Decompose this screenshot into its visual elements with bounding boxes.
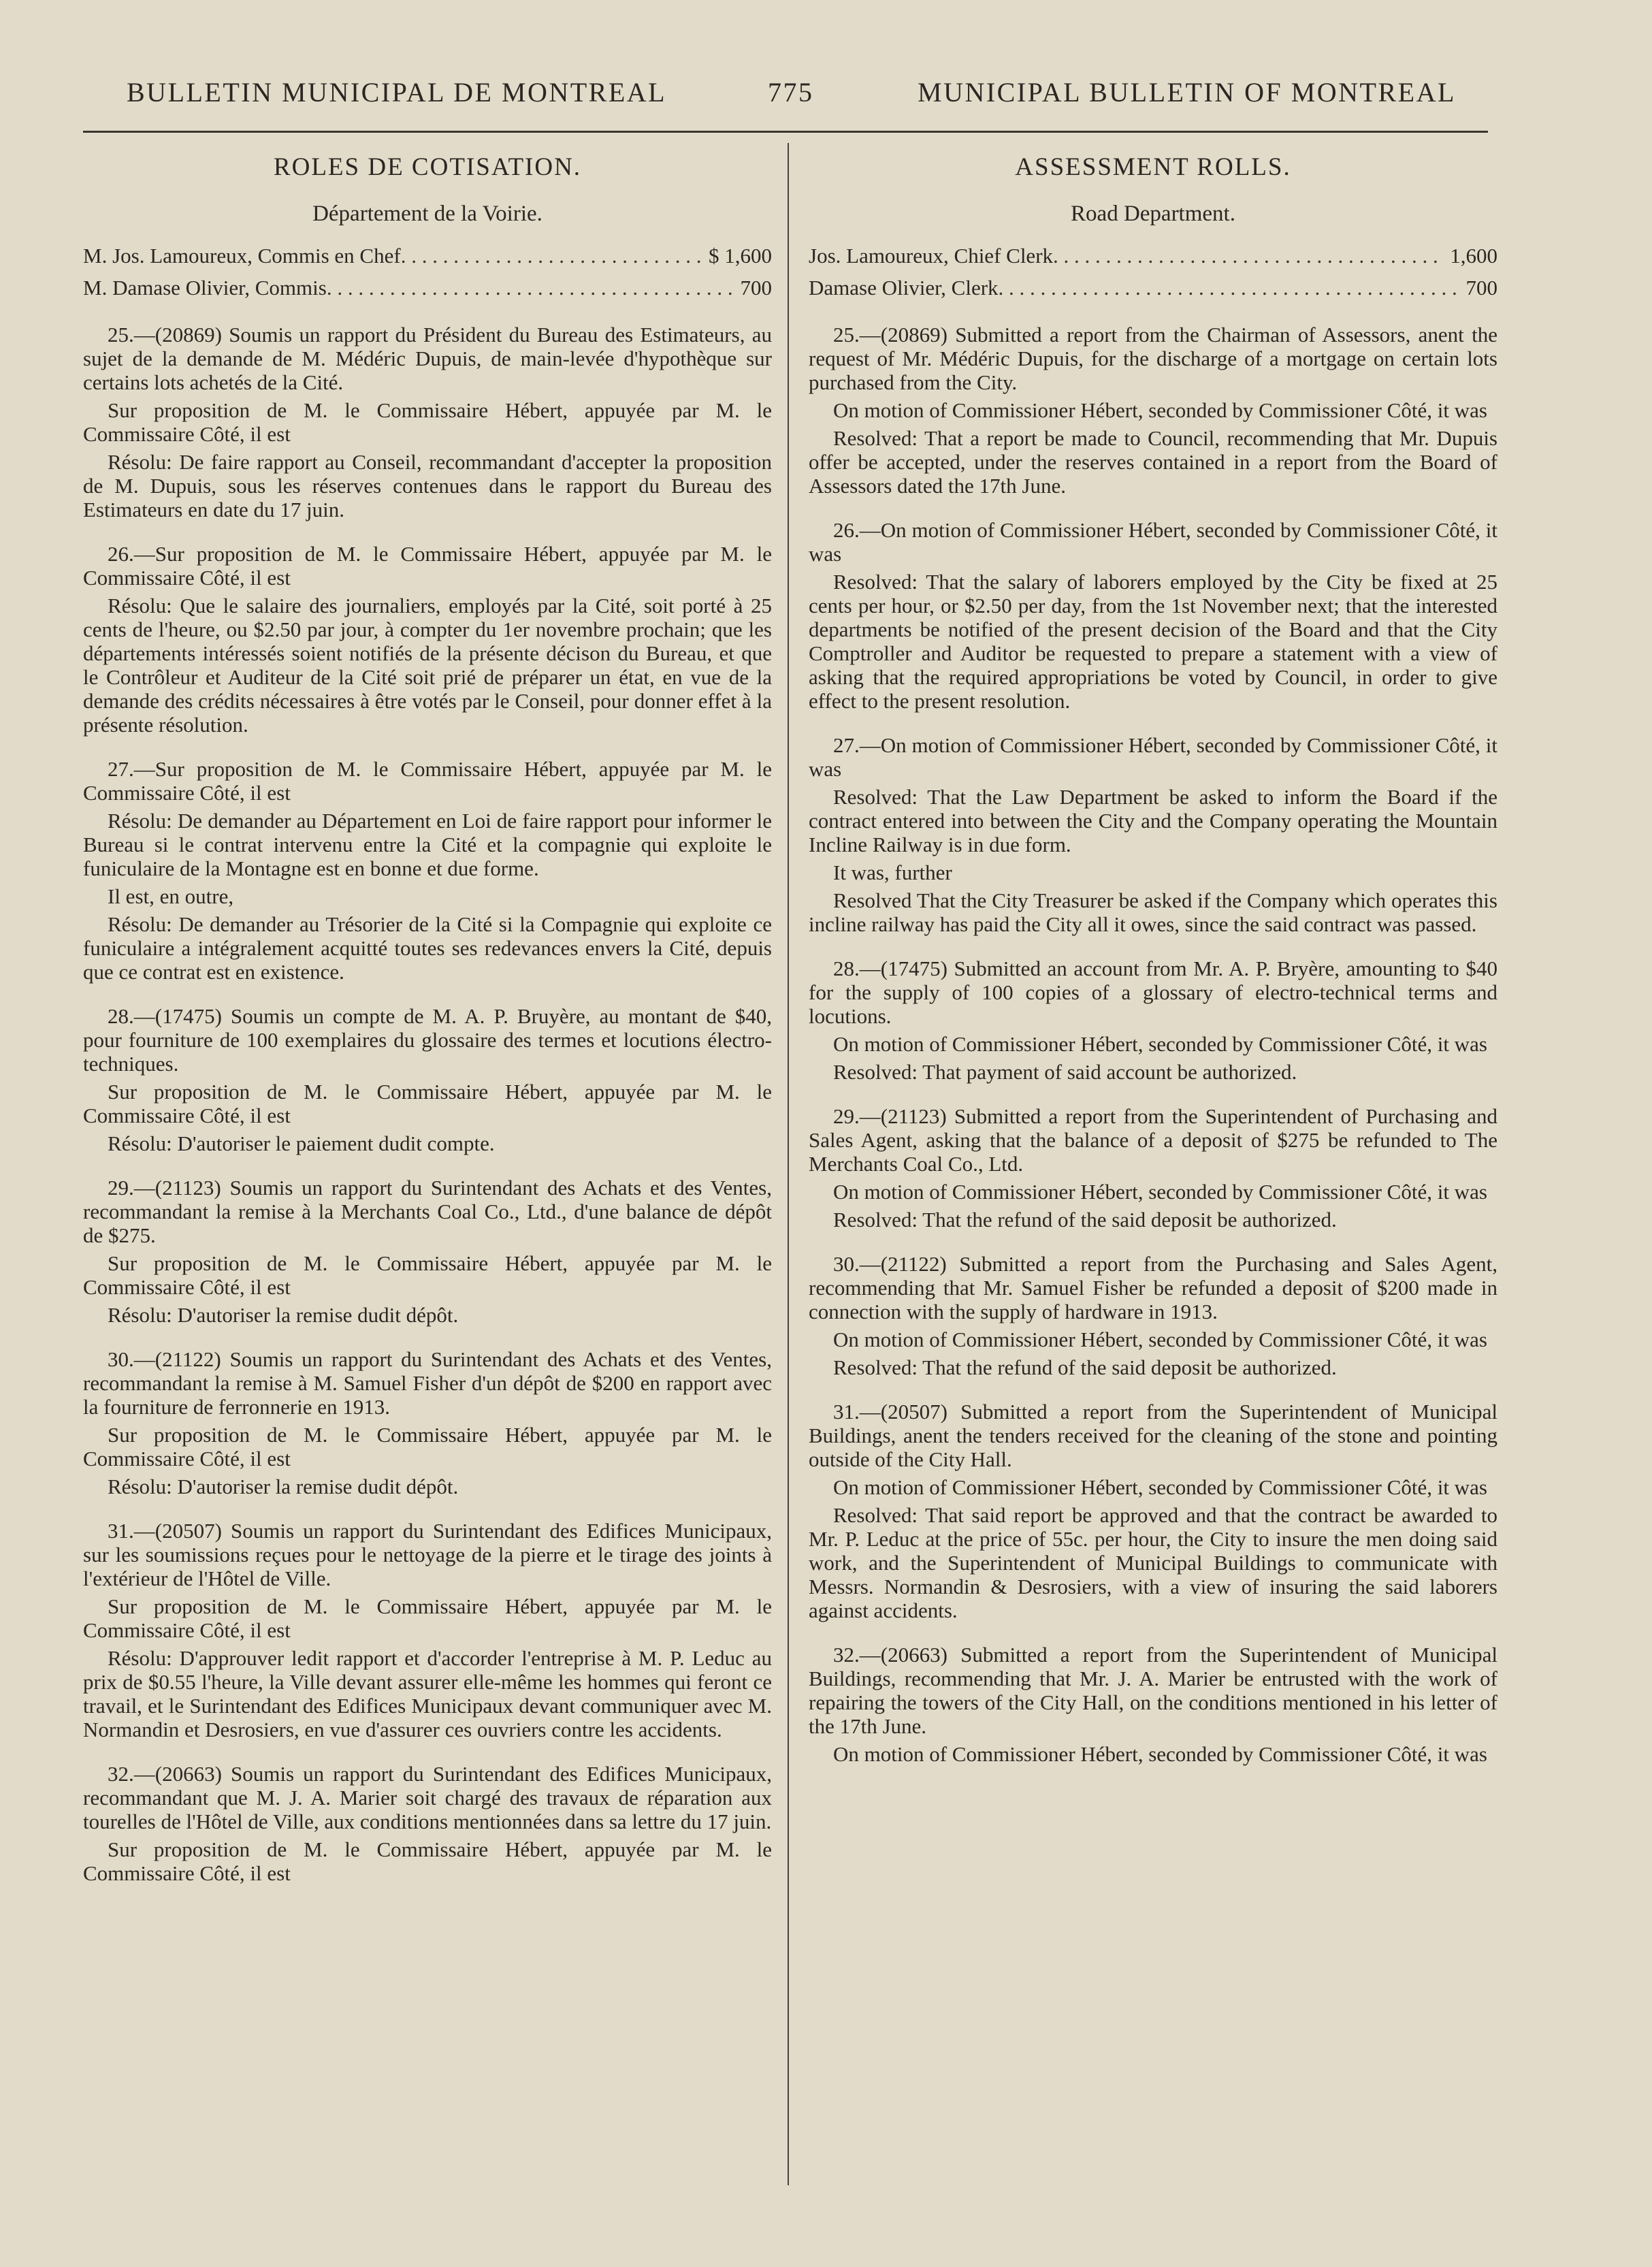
header-english-title: MUNICIPAL BULLETIN OF MONTREAL	[918, 77, 1456, 108]
resolution-item	[83, 1004, 772, 1155]
resolution-paragraph: Résolu: De faire rapport au Conseil, recommandant d'accepter la proposition de M. Dupuis, sous les réserves contenues dans le rapport du Bureau des Estimateurs en date du 17 juin.	[83, 450, 772, 521]
staff-name: M. Damase Olivier, Commis	[83, 276, 327, 300]
resolution-paragraph: Il est, en outre,	[108, 884, 234, 908]
resolution-paragraph: On motion of Commissioner Hébert, seconded by Commissioner Côté, it was	[833, 1328, 1487, 1351]
resolution-paragraph: Resolved: That the salary of laborers employed by the City be fixed at 25 cents per hour, or $2.50 per day, from the 1st November next; that the interested departments be notified of the present decision of the Board and that the City Comptroller and Auditor be requested to prepare a statement with a view of asking that the required appropriations be voted by Council, in order to give effect to the present resolution.	[809, 570, 1497, 713]
resolution-paragraph: Resolved That the City Treasurer be asked if the Company which operates this incline railway has paid the City all it owes, since the said contract was passed.	[809, 888, 1497, 936]
staff-name: Damase Olivier, Clerk	[809, 276, 999, 300]
resolution-item	[809, 323, 1497, 498]
french-column	[83, 155, 772, 1906]
page-number: 775	[768, 77, 814, 108]
french-resolutions	[83, 323, 772, 1885]
resolution-item	[83, 1762, 772, 1885]
staff-amount: $ 1,600	[709, 244, 772, 268]
english-column	[809, 155, 1497, 1786]
staff-amount: 700	[740, 276, 772, 300]
resolution-item	[83, 542, 772, 737]
resolution-item	[83, 1519, 772, 1741]
resolution-item	[83, 1347, 772, 1498]
resolution-heading: 32.—(20663) Submitted a report from the Superintendent of Municipal Buildings, recommending that Mr. J. A. Marier be entrusted with the work of repairing the towers of the City Hall, on the conditions mentioned in his letter of the 17th June.	[809, 1643, 1497, 1738]
resolution-paragraph: On motion of Commissioner Hébert, seconded by Commissioner Côté, it was	[833, 1742, 1487, 1766]
french-section-title: ROLES DE COTISATION.	[273, 153, 582, 181]
resolution-heading: 32.—(20663) Soumis un rapport du Surintendant des Edifices Municipaux, recommandant que M. J. A. Marier soit chargé des travaux de réparation aux tourelles de l'Hôtel de Ville, aux conditions mentionnées dans sa lettre du 17 juin.	[83, 1762, 772, 1833]
resolution-heading: 30.—(21122) Soumis un rapport du Surintendant des Achats et des Ventes, recommandant la remise à M. Samuel Fisher d'un dépôt de $200 en rapport avec la fourniture de ferronnerie en 1913.	[83, 1347, 772, 1419]
resolution-heading: 27.—Sur proposition de M. le Commissaire Hébert, appuyée par M. le Commissaire Côté, il est	[83, 757, 772, 805]
resolution-paragraph: Resolved: That a report be made to Council, recommending that Mr. Dupuis offer be accepted, under the reserves contained in a report from the Board of Assessors dated the 17th June.	[809, 426, 1497, 498]
resolution-paragraph: Sur proposition de M. le Commissaire Hébert, appuyée par M. le Commissaire Côté, il est	[83, 1080, 772, 1127]
resolution-heading: 28.—(17475) Submitted an account from Mr. A. P. Bryère, amounting to $40 for the supply of 100 copies of a glossary of electro-technical terms and locutions.	[809, 956, 1497, 1028]
resolution-item	[83, 323, 772, 521]
resolution-paragraph: On motion of Commissioner Hébert, seconded by Commissioner Côté, it was	[833, 1180, 1487, 1204]
leader-dots	[1053, 244, 1442, 268]
french-staff-list	[83, 244, 772, 300]
french-department: Département de la Voirie.	[312, 202, 542, 226]
resolution-paragraph: Sur proposition de M. le Commissaire Hébert, appuyée par M. le Commissaire Côté, il est	[83, 1251, 772, 1299]
resolution-paragraph: Résolu: De demander au Département en Loi de faire rapport pour informer le Bureau si le contrat intervenu entre la Cité et la compagnie qui exploite le funiculaire de la Montagne est en bonne et due forme.	[83, 809, 772, 880]
resolution-paragraph: Resolved: That the refund of the said deposit be authorized.	[833, 1208, 1337, 1232]
staff-line	[83, 244, 772, 268]
resolution-paragraph: On motion of Commissioner Hébert, seconded by Commissioner Côté, it was	[833, 398, 1487, 422]
resolution-item	[809, 1643, 1497, 1766]
resolution-paragraph: Resolved: That the Law Department be asked to inform the Board if the contract entered into between the City and the Company operating the Mountain Incline Railway is in due form.	[809, 785, 1497, 856]
english-staff-list	[809, 244, 1497, 300]
header-rule	[83, 131, 1488, 133]
resolution-heading: 28.—(17475) Soumis un compte de M. A. P. Bruyère, au montant de $40, pour fourniture de 100 exemplaires du glossaire des termes et locutions électro-techniques.	[83, 1004, 772, 1076]
resolution-paragraph: Sur proposition de M. le Commissaire Hébert, appuyée par M. le Commissaire Côté, il est	[83, 1423, 772, 1470]
resolution-paragraph: Resolved: That the refund of the said deposit be authorized.	[833, 1355, 1337, 1379]
resolution-paragraph: Resolved: That payment of said account be authorized.	[833, 1060, 1297, 1084]
resolution-paragraph: Sur proposition de M. le Commissaire Hébert, appuyée par M. le Commissaire Côté, il est	[83, 1594, 772, 1642]
resolution-item	[83, 1176, 772, 1327]
english-department: Road Department.	[1071, 202, 1235, 226]
column-divider	[788, 143, 789, 2185]
resolution-heading: 26.—Sur proposition de M. le Commissaire Hébert, appuyée par M. le Commissaire Côté, il est	[83, 542, 772, 590]
resolution-item	[809, 518, 1497, 713]
staff-line	[83, 276, 772, 300]
resolution-heading: 29.—(21123) Soumis un rapport du Surintendant des Achats et des Ventes, recommandant la remise à la Merchants Coal Co., Ltd., d'une balance de dépôt de $275.	[83, 1176, 772, 1247]
staff-name: Jos. Lamoureux, Chief Clerk	[809, 244, 1054, 268]
resolution-paragraph: Résolu: D'autoriser la remise dudit dépôt.	[108, 1475, 459, 1498]
resolution-heading: 30.—(21122) Submitted a report from the Purchasing and Sales Agent, recommending that Mr. Samuel Fisher be refunded a deposit of $200 made in connection with the supply of hardware in 1913.	[809, 1252, 1497, 1323]
resolution-item	[809, 733, 1497, 936]
resolution-paragraph: Sur proposition de M. le Commissaire Hébert, appuyée par M. le Commissaire Côté, il est	[83, 1837, 772, 1885]
resolution-item	[809, 1252, 1497, 1379]
resolution-heading: 27.—On motion of Commissioner Hébert, seconded by Commissioner Côté, it was	[809, 733, 1497, 781]
resolution-paragraph: Resolved: That said report be approved and that the contract be awarded to Mr. P. Leduc at the price of 55c. per hour, the City to insure the men doing said work, and the Superintendent of Municipal Buildings to communicate with Messrs. Normandin & Desrosiers, with a view of insuring the said laborers against accidents.	[809, 1503, 1497, 1622]
staff-line	[809, 244, 1497, 268]
leader-dots	[401, 244, 700, 268]
staff-amount: 700	[1465, 276, 1497, 300]
staff-name: M. Jos. Lamoureux, Commis en Chef	[83, 244, 401, 268]
staff-amount: 1,600	[1450, 244, 1497, 268]
resolution-paragraph: Sur proposition de M. le Commissaire Hébert, appuyée par M. le Commissaire Côté, il est	[83, 398, 772, 446]
resolution-paragraph: Résolu: D'approuver ledit rapport et d'accorder l'entreprise à M. P. Leduc au prix de $0.55 l'heure, la Ville devant assurer elle-même les hommes qui feront ce travail, et le Surintendant des Edifices Municipaux devant communiquer avec M. Normandin et Desrosiers, en vue d'assurer ces ouvriers contre les accidents.	[83, 1646, 772, 1741]
resolution-heading: 29.—(21123) Submitted a report from the Superintendent of Purchasing and Sales Agent, asking that the balance of a deposit of $275 be refunded to The Merchants Coal Co., Ltd.	[809, 1104, 1497, 1176]
resolution-heading: 31.—(20507) Soumis un rapport du Surintendant des Edifices Municipaux, sur les soumissions reçues pour le nettoyage de la pierre et le tirage des joints à l'extérieur de l'Hôtel de Ville.	[83, 1519, 772, 1590]
resolution-paragraph: Résolu: D'autoriser le paiement dudit compte.	[108, 1131, 495, 1155]
leader-dots	[327, 276, 732, 300]
resolution-item	[809, 1400, 1497, 1622]
resolution-heading: 25.—(20869) Soumis un rapport du Président du Bureau des Estimateurs, au sujet de la demande de M. Médéric Dupuis, de main-levée d'hypothèque sur certains lots achetés de la Cité.	[83, 323, 772, 394]
resolution-item	[83, 757, 772, 984]
resolution-paragraph: On motion of Commissioner Hébert, seconded by Commissioner Côté, it was	[833, 1475, 1487, 1499]
english-section-title: ASSESSMENT ROLLS.	[1015, 153, 1291, 181]
header-french-title: BULLETIN MUNICIPAL DE MONTREAL	[127, 77, 667, 108]
resolution-item	[809, 956, 1497, 1084]
english-resolutions	[809, 323, 1497, 1766]
resolution-paragraph: Résolu: D'autoriser la remise dudit dépôt.	[108, 1303, 459, 1327]
resolution-item	[809, 1104, 1497, 1232]
leader-dots	[999, 276, 1458, 300]
staff-line	[809, 276, 1497, 300]
resolution-paragraph: It was, further	[833, 861, 952, 884]
resolution-heading: 26.—On motion of Commissioner Hébert, seconded by Commissioner Côté, it was	[809, 518, 1497, 566]
resolution-paragraph: On motion of Commissioner Hébert, seconded by Commissioner Côté, it was	[833, 1032, 1487, 1056]
resolution-paragraph: Résolu: Que le salaire des journaliers, employés par la Cité, soit porté à 25 cents de l'heure, ou $2.50 par jour, à compter du 1er novembre prochain; que les départements intéressés soient notifiés de la présente décison du Bureau, et que le Contrôleur et Auditeur de la Cité soit prié de préparer un état, en vue de la demande des crédits nécessaires à être votés par le Conseil, pour donner effet à la présente résolution.	[83, 594, 772, 737]
resolution-paragraph: Résolu: De demander au Trésorier de la Cité si la Compagnie qui exploite ce funiculaire a intégralement acquitté toutes ses redevances envers la Cité, depuis que ce contrat est en existence.	[83, 912, 772, 984]
resolution-heading: 25.—(20869) Submitted a report from the Chairman of Assessors, anent the request of Mr. Médéric Dupuis, for the discharge of a mortgage on certain lots purchased from the City.	[809, 323, 1497, 394]
resolution-heading: 31.—(20507) Submitted a report from the Superintendent of Municipal Buildings, anent the tenders received for the cleaning of the stone and pointing outside of the City Hall.	[809, 1400, 1497, 1471]
